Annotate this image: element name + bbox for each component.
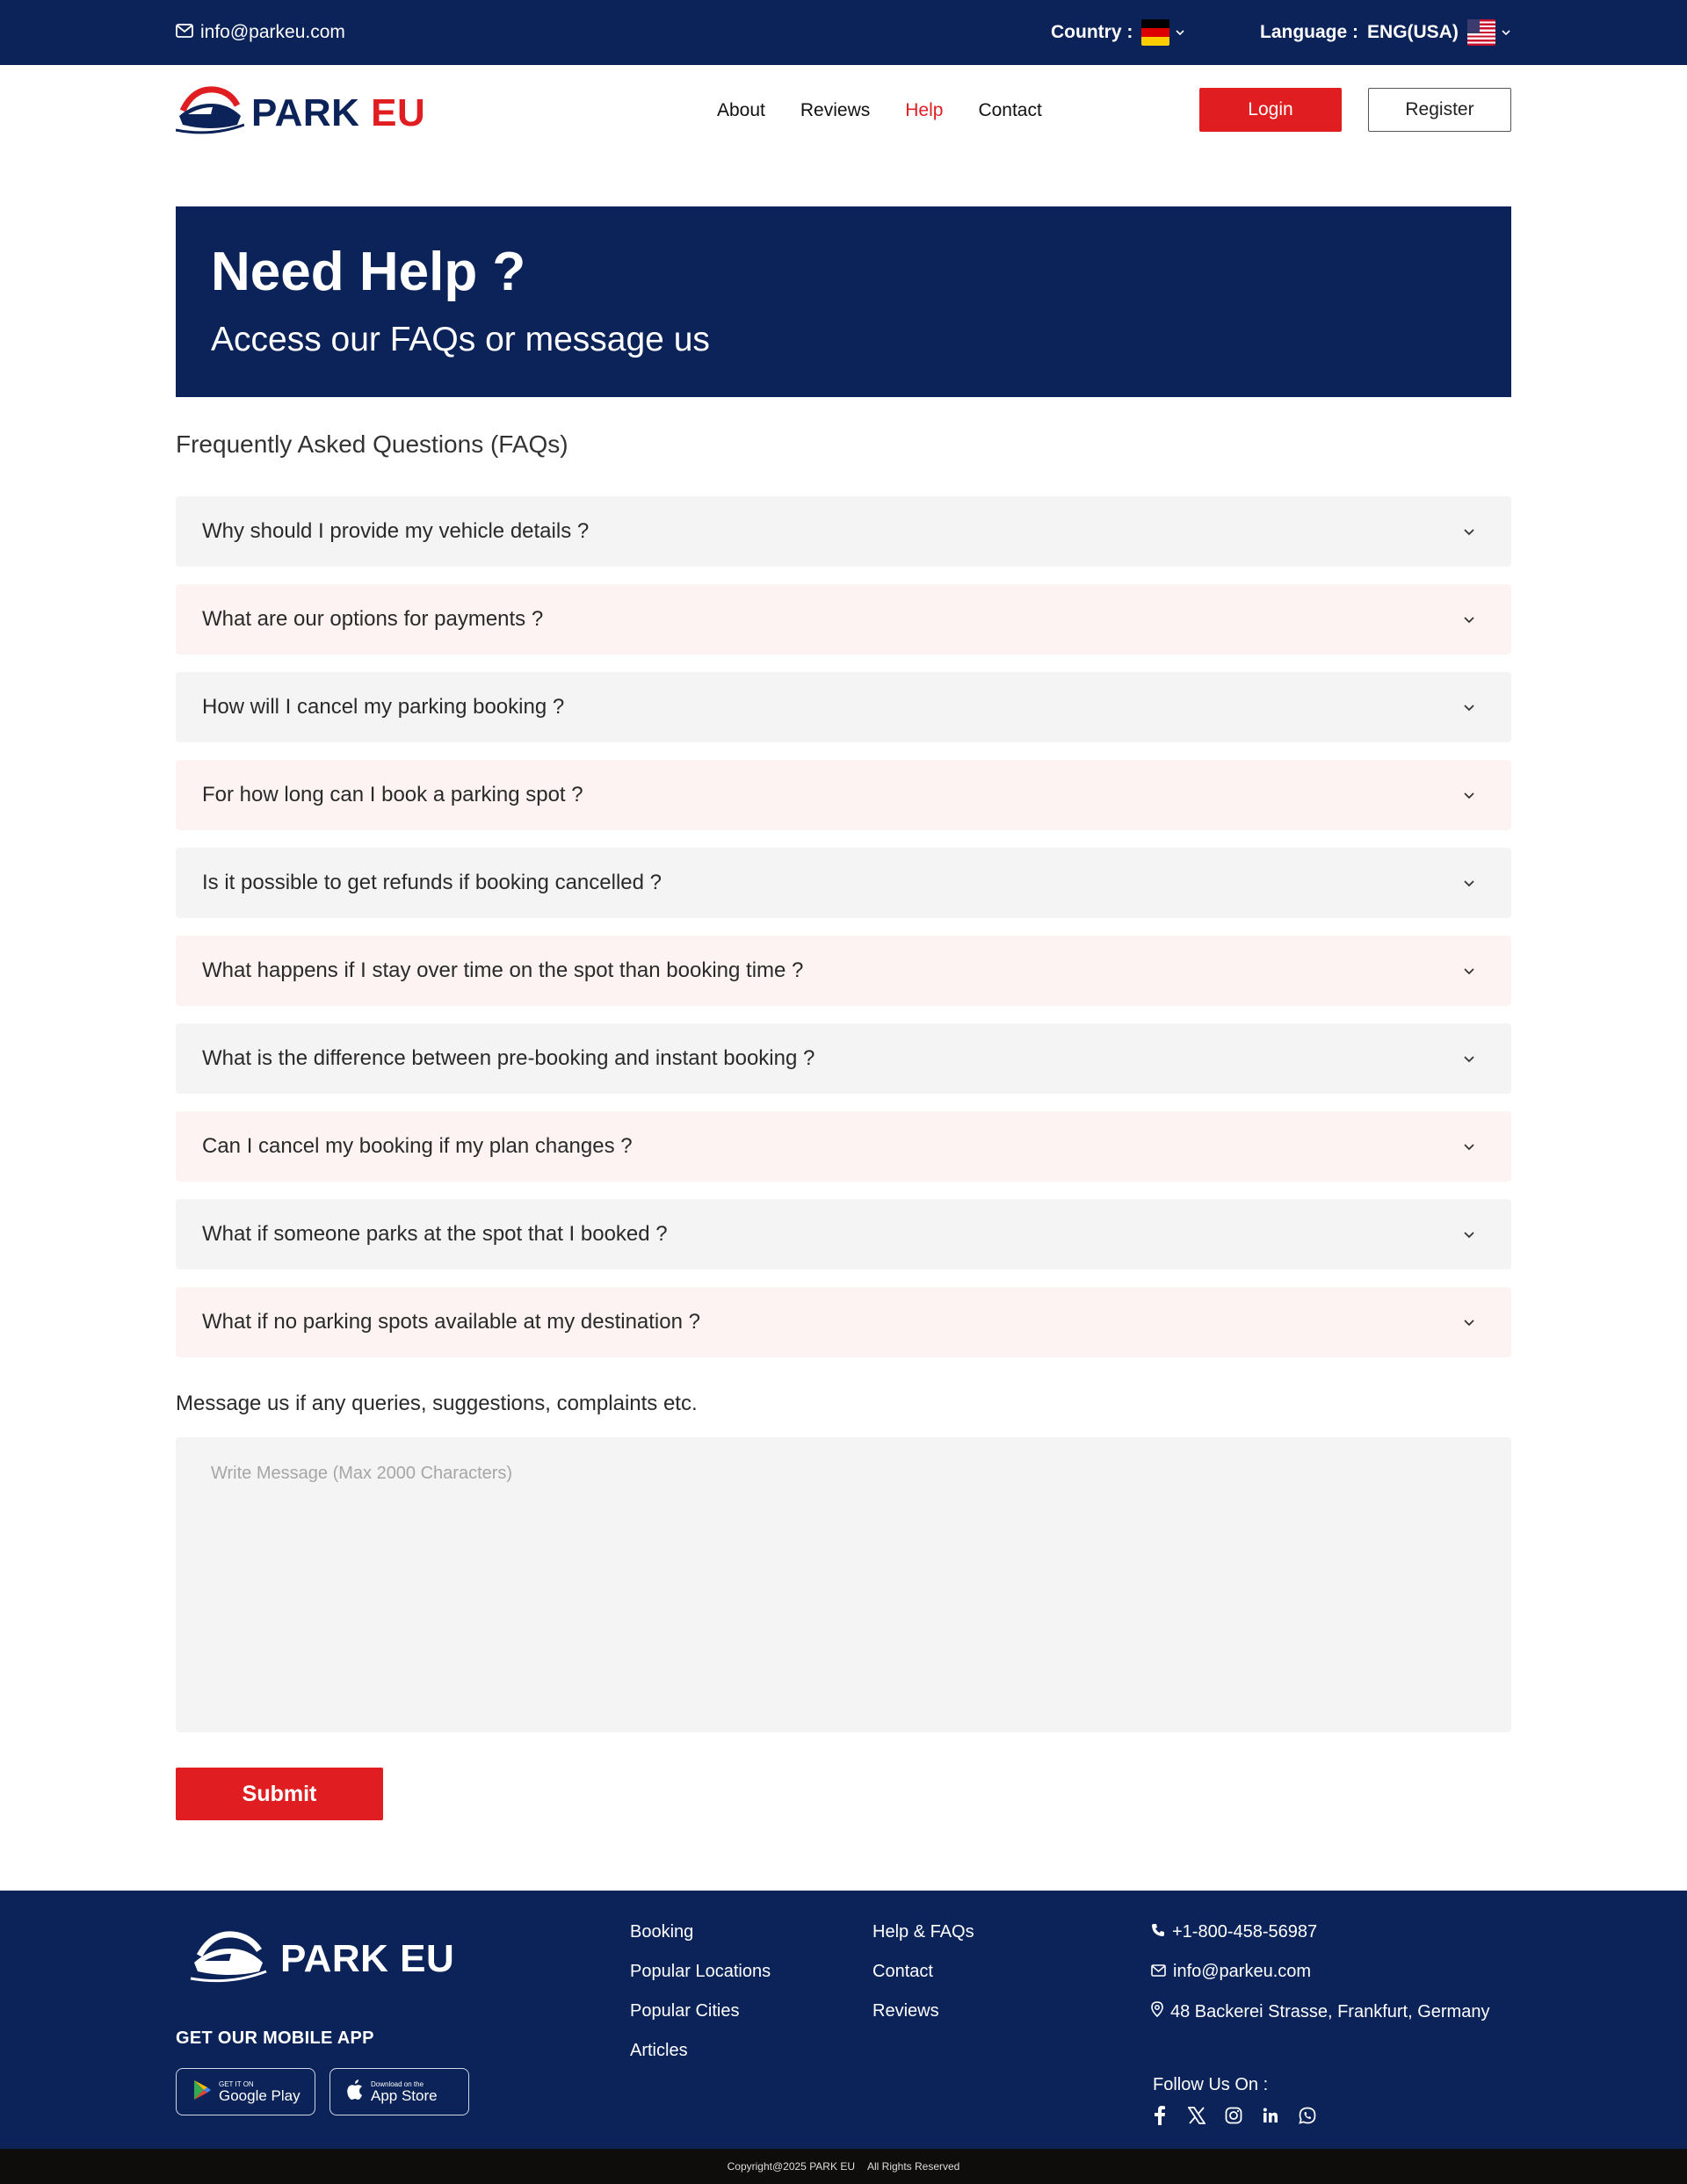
follow-us-label: Follow Us On : xyxy=(1153,2075,1269,2094)
help-hero-banner xyxy=(176,206,1511,397)
hero-title: Need Help ? xyxy=(211,242,526,302)
faq-item[interactable] xyxy=(176,936,1511,1006)
location-pin-icon xyxy=(1151,2001,1163,2022)
chevron-down-icon xyxy=(1462,1139,1476,1153)
chevron-down-icon xyxy=(1462,1315,1476,1329)
chevron-down-icon xyxy=(1501,26,1511,39)
nav-reviews[interactable]: Reviews xyxy=(800,100,871,120)
car-logo-icon xyxy=(189,1927,268,1990)
chevron-down-icon xyxy=(1462,700,1476,714)
chevron-down-icon xyxy=(1462,876,1476,890)
chevron-down-icon xyxy=(1175,26,1185,39)
car-logo-icon xyxy=(176,84,244,141)
footer-links-col2 xyxy=(872,1922,974,2021)
footer-link-popular-cities[interactable]: Popular Cities xyxy=(630,2001,740,2021)
rights-text: All Rights Reserved xyxy=(866,2160,960,2173)
message-label: Message us if any queries, suggestions, complaints etc. xyxy=(176,1392,698,1415)
language-value: ENG(USA) xyxy=(1367,22,1459,42)
footer-phone-text: +1-800-458-56987 xyxy=(1172,1922,1318,1942)
app-store-button[interactable] xyxy=(329,2068,469,2115)
top-email[interactable] xyxy=(176,0,345,65)
x-icon[interactable] xyxy=(1186,2105,1207,2126)
footer-link-contact[interactable]: Contact xyxy=(872,1962,933,1981)
faq-question: What is the difference between pre-booking and instant booking ? xyxy=(202,1046,815,1070)
main-header xyxy=(0,65,1687,156)
language-selector[interactable] xyxy=(1260,0,1511,65)
footer-address xyxy=(1151,2001,1489,2022)
faq-question: Is it possible to get refunds if booking cancelled ? xyxy=(202,871,662,894)
login-button[interactable]: Login xyxy=(1199,88,1342,132)
instagram-icon[interactable] xyxy=(1223,2105,1244,2126)
chevron-down-icon xyxy=(1462,964,1476,978)
faq-list xyxy=(176,496,1511,1375)
footer-link-articles[interactable]: Articles xyxy=(630,2041,688,2060)
top-email-text: info@parkeu.com xyxy=(200,22,345,42)
faq-item[interactable] xyxy=(176,1023,1511,1094)
copyright-text: Copyright@2025 PARK EU xyxy=(727,2160,855,2173)
google-play-button[interactable] xyxy=(176,2068,315,2115)
footer-link-help-faqs[interactable]: Help & FAQs xyxy=(872,1922,974,1942)
faq-item[interactable] xyxy=(176,672,1511,742)
google-play-small: GET IT ON xyxy=(219,2079,254,2088)
germany-flag-icon xyxy=(1141,19,1169,46)
faq-question: Can I cancel my booking if my plan changes ? xyxy=(202,1134,633,1158)
footer-logo[interactable] xyxy=(189,1927,454,1990)
footer-email-text: info@parkeu.com xyxy=(1173,1962,1312,1981)
footer-links-col1 xyxy=(630,1922,771,2061)
nav-contact[interactable]: Contact xyxy=(978,100,1042,120)
language-label: Language : xyxy=(1260,22,1359,42)
footer-link-reviews[interactable]: Reviews xyxy=(872,2001,939,2021)
copyright-bar xyxy=(0,2149,1687,2184)
chevron-down-icon xyxy=(1462,1052,1476,1066)
whatsapp-icon[interactable] xyxy=(1297,2105,1318,2126)
site-footer xyxy=(0,1891,1687,2149)
nav-about[interactable]: About xyxy=(717,100,765,120)
faq-item[interactable] xyxy=(176,1111,1511,1182)
google-play-icon xyxy=(192,2079,212,2105)
chevron-down-icon xyxy=(1462,524,1476,539)
footer-email[interactable] xyxy=(1151,1962,1489,1982)
top-bar xyxy=(0,0,1687,65)
google-play-large: Google Play xyxy=(219,2086,300,2104)
faq-question: Why should I provide my vehicle details ? xyxy=(202,519,590,543)
submit-button[interactable]: Submit xyxy=(176,1768,383,1820)
faq-question: What are our options for payments ? xyxy=(202,607,544,631)
linkedin-icon[interactable] xyxy=(1260,2105,1281,2126)
country-selector[interactable] xyxy=(1051,0,1185,65)
footer-contact xyxy=(1151,1922,1489,2022)
chevron-down-icon xyxy=(1462,1227,1476,1241)
app-store-large: App Store xyxy=(371,2086,438,2104)
footer-link-booking[interactable]: Booking xyxy=(630,1922,694,1942)
main-nav xyxy=(717,65,1042,156)
mobile-app-title: GET OUR MOBILE APP xyxy=(176,2029,374,2048)
nav-help[interactable]: Help xyxy=(905,100,944,120)
brand-logo[interactable] xyxy=(176,84,425,141)
faq-question: What if no parking spots available at my destination ? xyxy=(202,1310,700,1334)
phone-icon xyxy=(1151,1922,1165,1942)
register-button[interactable]: Register xyxy=(1368,88,1511,132)
mail-icon xyxy=(1151,1962,1166,1982)
faq-item[interactable] xyxy=(176,1287,1511,1357)
message-textarea[interactable] xyxy=(176,1437,1511,1732)
app-store-small: Download on the xyxy=(371,2079,424,2088)
chevron-down-icon xyxy=(1462,788,1476,802)
footer-link-popular-locations[interactable]: Popular Locations xyxy=(630,1962,771,1981)
footer-phone[interactable] xyxy=(1151,1922,1489,1942)
social-links xyxy=(1149,2105,1318,2126)
faq-section-title: Frequently Asked Questions (FAQs) xyxy=(176,430,568,458)
faq-item[interactable] xyxy=(176,584,1511,654)
chevron-down-icon xyxy=(1462,612,1476,626)
usa-flag-icon xyxy=(1467,19,1495,46)
faq-item[interactable] xyxy=(176,496,1511,567)
hero-subtitle: Access our FAQs or message us xyxy=(211,321,710,358)
faq-question: How will I cancel my parking booking ? xyxy=(202,695,565,719)
country-label: Country : xyxy=(1051,22,1133,42)
apple-icon xyxy=(346,2079,364,2105)
faq-item[interactable] xyxy=(176,1199,1511,1269)
faq-question: What if someone parks at the spot that I booked ? xyxy=(202,1222,668,1246)
footer-address-text: 48 Backerei Strasse, Frankfurt, Germany xyxy=(1170,2001,1490,2021)
faq-item[interactable] xyxy=(176,760,1511,830)
facebook-icon[interactable] xyxy=(1149,2105,1170,2126)
faq-question: What happens if I stay over time on the spot than booking time ? xyxy=(202,958,804,982)
logo-wordmark: PARK EU xyxy=(251,90,426,134)
faq-question: For how long can I book a parking spot ? xyxy=(202,783,583,806)
faq-item[interactable] xyxy=(176,848,1511,918)
mail-icon xyxy=(176,22,193,43)
footer-logo-text: PARK EU xyxy=(280,1936,455,1980)
